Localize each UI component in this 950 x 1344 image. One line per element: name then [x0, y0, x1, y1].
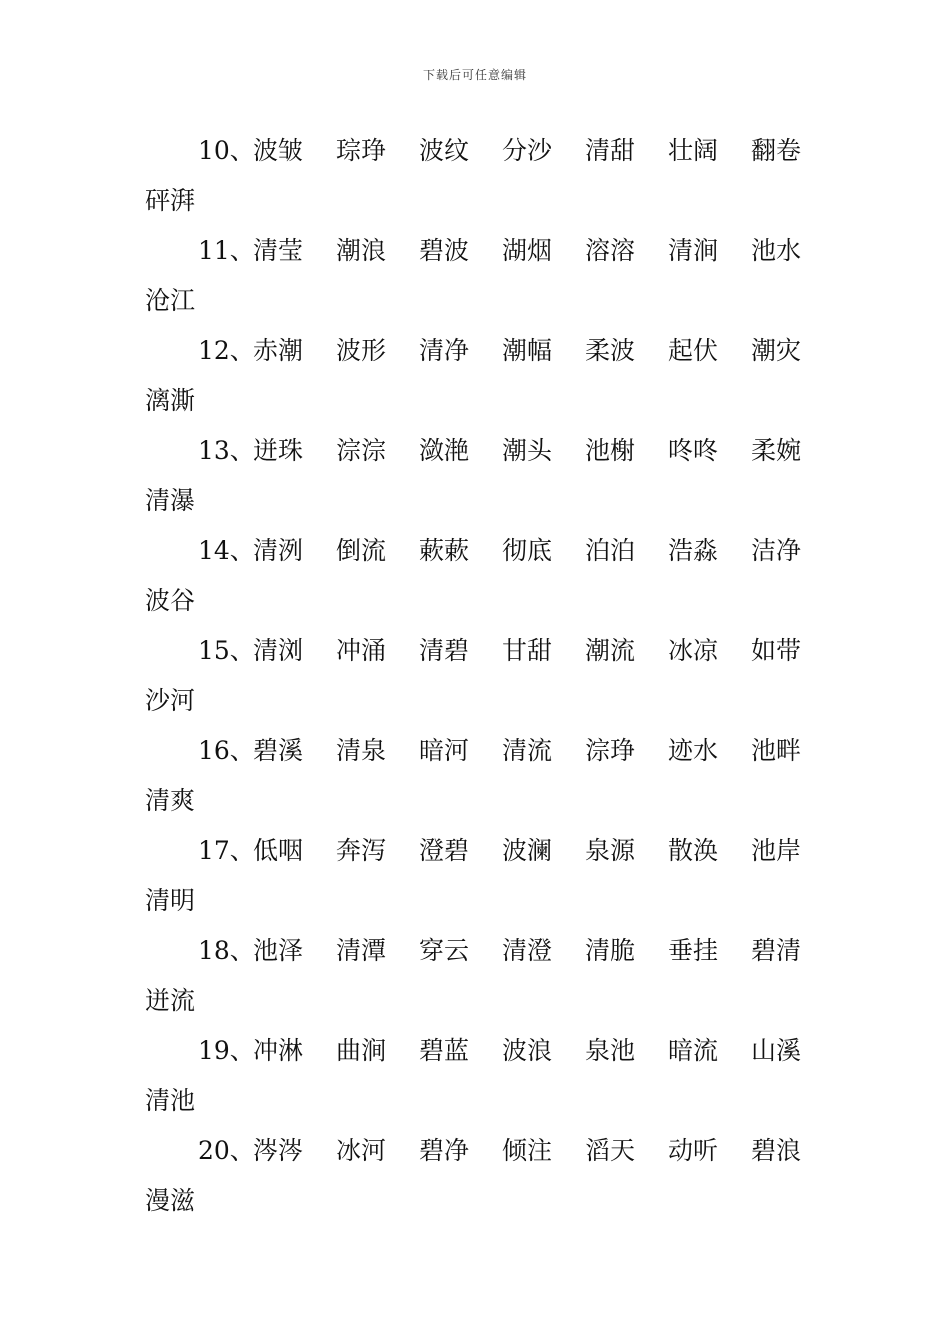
- word: 清脆: [585, 936, 636, 965]
- word: 潮浪: [336, 236, 387, 265]
- word: 碧波: [419, 236, 470, 265]
- item-number: 14、: [198, 536, 255, 565]
- list-item: [145, 624, 815, 724]
- word: 曲涧: [336, 1036, 387, 1065]
- word: 琮琤: [336, 136, 387, 165]
- word: 清洌: [253, 536, 304, 565]
- word: 彻底: [502, 536, 553, 565]
- word: 甘甜: [502, 636, 553, 665]
- word: 如带: [751, 636, 802, 665]
- word: 潮流: [585, 636, 636, 665]
- wrapped-word: 沙河: [145, 686, 196, 715]
- word: 倒流: [336, 536, 387, 565]
- word: 碧溪: [253, 736, 304, 765]
- wrapped-word: 清池: [145, 1086, 196, 1115]
- word: 起伏: [668, 336, 719, 365]
- word: 潮头: [502, 436, 553, 465]
- word: 池岸: [751, 836, 802, 865]
- word: 波形: [336, 336, 387, 365]
- item-number: 17、: [198, 836, 255, 865]
- word: 暗河: [419, 736, 470, 765]
- list-item: [145, 324, 815, 424]
- list-item: [145, 824, 815, 924]
- word: 冰凉: [668, 636, 719, 665]
- wrapped-word: 漫滋: [145, 1186, 196, 1215]
- word: 分沙: [502, 136, 553, 165]
- item-number: 12、: [198, 336, 255, 365]
- word: 潮灾: [751, 336, 802, 365]
- word: 泉源: [585, 836, 636, 865]
- word: 迹水: [668, 736, 719, 765]
- list-item: [145, 924, 815, 1024]
- wrapped-word: 清瀑: [145, 486, 196, 515]
- word: 泊泊: [585, 536, 636, 565]
- item-number: 20、: [198, 1136, 255, 1165]
- word: 池畔: [751, 736, 802, 765]
- word: 波浪: [502, 1036, 553, 1065]
- word: 穿云: [419, 936, 470, 965]
- word: 壮阔: [668, 136, 719, 165]
- word: 湖烟: [502, 236, 553, 265]
- word: 碧清: [751, 936, 802, 965]
- word: 澄碧: [419, 836, 470, 865]
- word: 咚咚: [668, 436, 719, 465]
- word: 清涧: [668, 236, 719, 265]
- list-item: [145, 524, 815, 624]
- list-item: [145, 724, 815, 824]
- list-item: [145, 424, 815, 524]
- word: 迸珠: [253, 436, 304, 465]
- wrapped-word: 砰湃: [145, 186, 196, 215]
- word: 柔波: [585, 336, 636, 365]
- word: 散涣: [668, 836, 719, 865]
- word: 淙琤: [585, 736, 636, 765]
- word: 清澄: [502, 936, 553, 965]
- word: 奔泻: [336, 836, 387, 865]
- page-header: 下载后可任意编辑: [422, 68, 527, 82]
- item-number: 18、: [198, 936, 255, 965]
- word: 柔婉: [751, 436, 802, 465]
- word: 波皱: [253, 136, 304, 165]
- wrapped-word: 清明: [145, 886, 196, 915]
- word: 冰河: [336, 1136, 387, 1165]
- item-number: 13、: [198, 436, 255, 465]
- word: 清碧: [419, 636, 470, 665]
- word: 碧浪: [751, 1136, 802, 1165]
- item-number: 15、: [198, 636, 255, 665]
- word: 波纹: [419, 136, 470, 165]
- wrapped-word: 波谷: [145, 586, 196, 615]
- wrapped-word: 沧江: [145, 286, 196, 315]
- word: 碧净: [419, 1136, 470, 1165]
- item-number: 10、: [198, 136, 255, 165]
- word: 清莹: [253, 236, 304, 265]
- word: 垂挂: [668, 936, 719, 965]
- word: 山溪: [751, 1036, 802, 1065]
- word: 清流: [502, 736, 553, 765]
- word: 清泉: [336, 736, 387, 765]
- word: 泉池: [585, 1036, 636, 1065]
- word: 涔涔: [253, 1136, 304, 1165]
- item-number: 11、: [198, 236, 255, 265]
- word-list: [145, 124, 815, 1224]
- word: 赤潮: [253, 336, 304, 365]
- list-item: [145, 1124, 815, 1224]
- word: 池泽: [253, 936, 304, 965]
- word: 清甜: [585, 136, 636, 165]
- word: 碧蓝: [419, 1036, 470, 1065]
- word: 暗流: [668, 1036, 719, 1065]
- list-item: [145, 224, 815, 324]
- word: 倾注: [502, 1136, 553, 1165]
- word: 翻卷: [751, 136, 802, 165]
- item-number: 19、: [198, 1036, 255, 1065]
- word: 浩淼: [668, 536, 719, 565]
- word: 淙淙: [336, 436, 387, 465]
- word: 潮幅: [502, 336, 553, 365]
- word: 冲涌: [336, 636, 387, 665]
- word: 滔天: [585, 1136, 636, 1165]
- wrapped-word: 迸流: [145, 986, 196, 1015]
- wrapped-word: 漓澌: [145, 386, 196, 415]
- word: 洁净: [751, 536, 802, 565]
- word: 清潭: [336, 936, 387, 965]
- word: 波澜: [502, 836, 553, 865]
- word: 溶溶: [585, 236, 636, 265]
- word: 池榭: [585, 436, 636, 465]
- word: 动听: [668, 1136, 719, 1165]
- word: 池水: [751, 236, 802, 265]
- word: 清浏: [253, 636, 304, 665]
- word: 潋滟: [419, 436, 470, 465]
- list-item: [145, 1024, 815, 1124]
- word: 低咽: [253, 836, 304, 865]
- word: 冲淋: [253, 1036, 304, 1065]
- word: 清净: [419, 336, 470, 365]
- wrapped-word: 清爽: [145, 786, 196, 815]
- list-item: [145, 124, 815, 224]
- word: 蔌蔌: [419, 536, 470, 565]
- item-number: 16、: [198, 736, 255, 765]
